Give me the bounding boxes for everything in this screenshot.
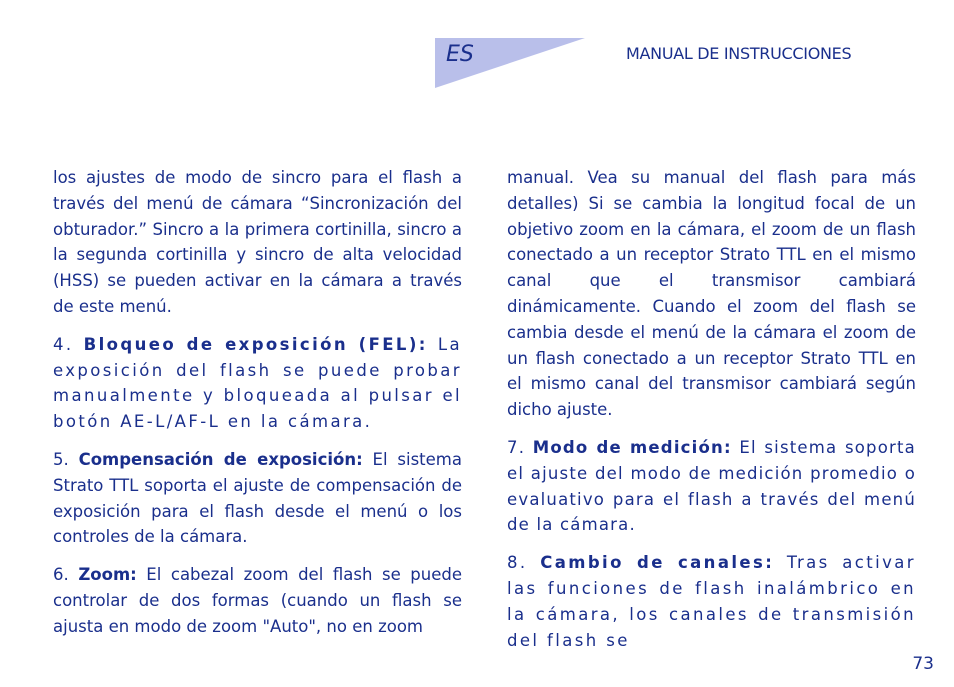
item-number: 7. <box>507 437 533 457</box>
item-number: 4. <box>53 334 84 354</box>
paragraph-text: los ajustes de modo de sincro para el flash a través del menú de cámara “Sincronización del obturador.” Sincro a la primera cortinilla, sincro a la segunda cortinilla y sincro de alta velocidad (HSS) se pueden activar en la cámara a través de este menú. <box>53 168 462 316</box>
paragraph-text: manual. Vea su manual del flash para más detalles) Si se cambia la longitud focal de un objetivo zoom en la cámara, el zoom de un flash conectado a un receptor Strato TTL en el mismo canal que el transmisor cambiará dinámicamente. Cuando el zoom del flash se cambia desde el menú de la cámara el zoom de un flash conectado a un receptor Strato TTL en el mismo canal del transmisor cambiará según dicho ajuste. <box>507 168 916 420</box>
paragraph-sync-modes <box>53 165 462 320</box>
page-number: 73 <box>912 654 934 674</box>
item-heading: Modo de medición: <box>532 437 732 457</box>
language-label: ES <box>446 42 474 67</box>
item-body: La exposición del flash se puede probar manualmente y bloqueada al pulsar el botón AE-L/AF-L en la cámara. <box>53 334 462 432</box>
item-heading: Cambio de canales: <box>540 553 775 573</box>
paragraph-channel-change <box>507 550 916 653</box>
paragraph-exposure-compensation <box>53 447 462 550</box>
item-heading: Compensación de exposición: <box>78 449 363 469</box>
item-body: El sistema soporta el ajuste del modo de medición promedio o evaluativo para el flash a través del menú de la cámara. <box>507 437 916 535</box>
item-body: Tras activar las funciones de flash inalámbrico en la cámara, los canales de transmisión del flash se <box>507 553 916 650</box>
item-heading: Zoom: <box>78 565 137 585</box>
paragraph-zoom-continued <box>507 165 916 423</box>
item-number: 6. <box>53 565 79 585</box>
manual-title: MANUAL DE INSTRUCCIONES <box>626 44 852 63</box>
paragraph-metering-mode <box>507 435 916 538</box>
left-column <box>53 165 462 652</box>
item-body: El sistema Strato TTL soporta el ajuste de compensación de exposición para el flash desde el menú o los controles de la cámara. <box>53 449 462 547</box>
right-column <box>507 165 916 665</box>
paragraph-zoom <box>53 562 462 639</box>
paragraph-fel <box>53 332 462 435</box>
item-body: El cabezal zoom del flash se puede controlar de dos formas (cuando un flash se ajusta en modo de zoom "Auto", no en zoom <box>53 565 462 636</box>
item-number: 5. <box>53 449 79 469</box>
item-number: 8. <box>507 553 541 573</box>
item-heading: Bloqueo de exposición (FEL): <box>83 334 428 354</box>
